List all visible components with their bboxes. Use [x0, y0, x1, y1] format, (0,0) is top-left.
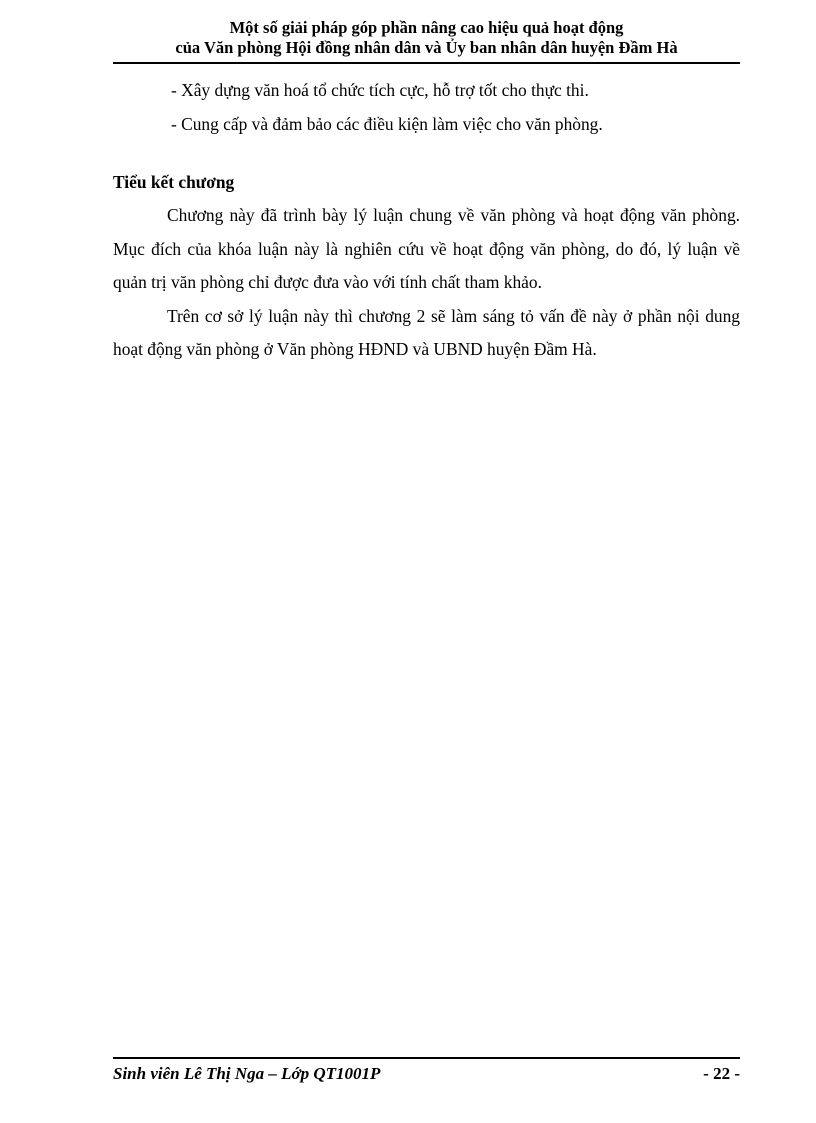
header-line-1: Một số giải pháp góp phần nâng cao hiệu quả hoạt động — [229, 18, 624, 37]
body-paragraph: Chương này đã trình bày lý luận chung về văn phòng và hoạt động văn phòng. Mục đích của khóa luận này là nghiên cứu về hoạt động văn phòng, do đó, lý luận về quản trị văn phòng chỉ được đưa vào với tính chất tham khảo. — [113, 205, 740, 292]
page-body — [113, 73, 740, 367]
body-paragraph: Trên cơ sở lý luận này thì chương 2 sẽ làm sáng tỏ vấn đề này ở phần nội dung hoạt động văn phòng ở Văn phòng HĐND và UBND huyện Đầm Hà. — [113, 305, 740, 359]
bullet-item: - Xây dựng văn hoá tổ chức tích cực, hỗ trợ tốt cho thực thi. — [171, 80, 589, 100]
running-header — [113, 18, 740, 58]
footer-author: Sinh viên Lê Thị Nga – Lớp QT1001P — [113, 1064, 381, 1083]
section-heading: Tiểu kết chương — [113, 172, 235, 192]
running-footer — [113, 1063, 740, 1085]
header-divider — [113, 62, 740, 64]
bullet-item: - Cung cấp và đảm bảo các điều kiện làm việc cho văn phòng. — [171, 114, 603, 134]
header-line-2: của Văn phòng Hội đồng nhân dân và Ủy ban nhân dân huyện Đầm Hà — [175, 38, 678, 57]
page-number: - 22 - — [703, 1064, 740, 1083]
footer-divider — [113, 1057, 740, 1059]
